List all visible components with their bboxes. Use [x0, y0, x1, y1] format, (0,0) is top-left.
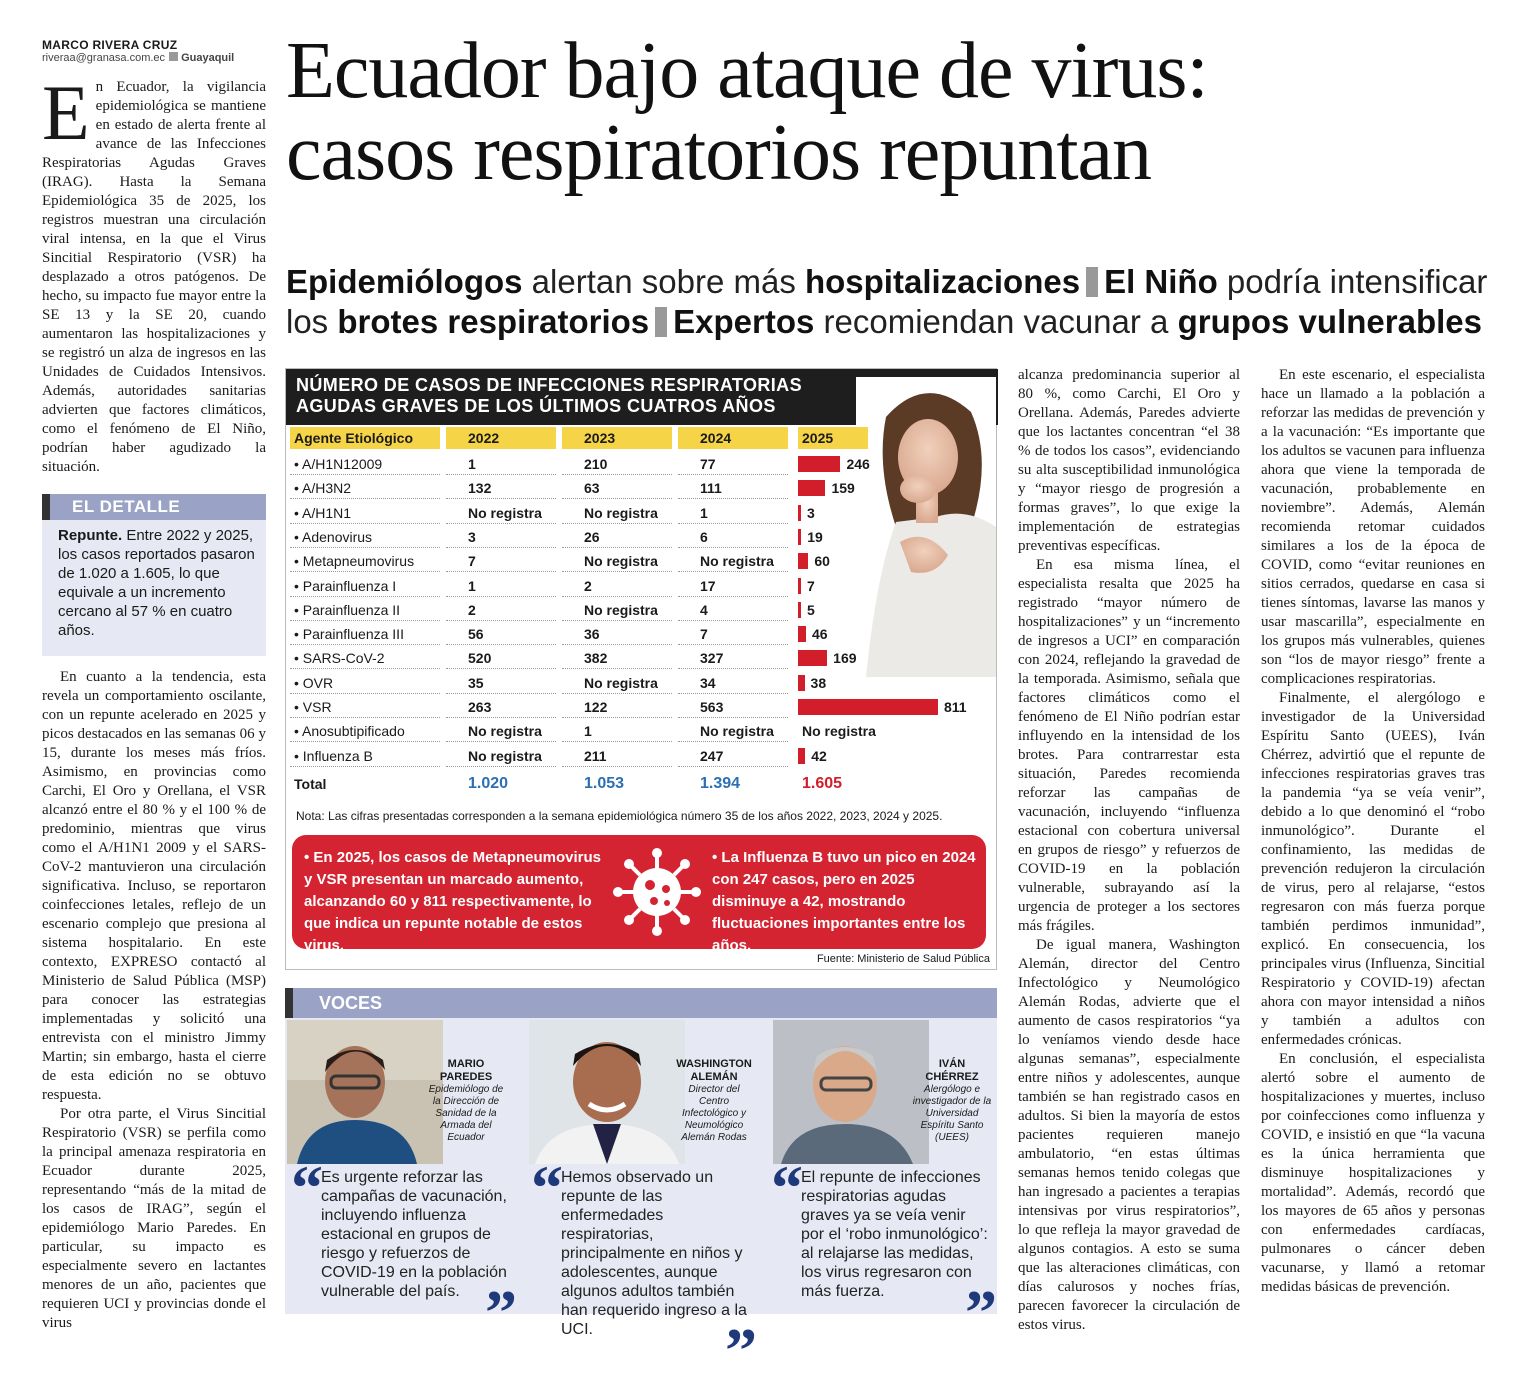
photo-ivan-cherrez	[773, 1020, 929, 1164]
bar-2025	[798, 699, 938, 715]
value-2023: 36	[562, 623, 672, 645]
bar-label-2025: 246	[846, 456, 870, 472]
deck-kw-6: grupos vulnerables	[1177, 303, 1482, 340]
value-2022: 1	[446, 575, 556, 597]
bar-label-2025: 811	[944, 699, 967, 715]
header-2023: 2023	[562, 427, 672, 449]
agent-cell: • Anosubtipificado	[290, 720, 440, 742]
value-2025-cell	[798, 672, 948, 694]
byline	[42, 38, 270, 64]
value-2023: 382	[562, 647, 672, 669]
bar-label-2025: 46	[811, 626, 828, 643]
open-quote-icon: “	[771, 1152, 803, 1223]
open-quote-icon: “	[531, 1152, 563, 1223]
paragraph: Por otra parte, el Virus Sincitial Respiratorio (VSR) se perfila como la principal amenaza respiratoria en Ecuador durante 2025, representando “más de la mitad de los casos de IRAG”, según el epidemiólogo Mario Paredes. En particular, su impacto es especialmente severo en lactantes menores de un año, pacientes que requieren UCI y provincias donde el virus	[42, 1106, 266, 1331]
detail-box	[42, 494, 266, 656]
agent-cell: • VSR	[290, 696, 440, 718]
value-2023: No registra	[562, 502, 672, 524]
value-2023: No registra	[562, 672, 672, 694]
person-1-role: Epidemiólogo de la Dirección de Sanidad de la Armada del Ecuador	[428, 1084, 504, 1143]
agent-cell: • Parainfluenza II	[290, 599, 440, 621]
person-1-name: MARIO PAREDES	[439, 1058, 493, 1083]
table-row	[290, 502, 994, 524]
bar-2025	[798, 529, 801, 545]
author-name: MARCO RIVERA CRUZ	[42, 38, 178, 52]
paragraph: Finalmente, el alergólogo e investigador de la Universidad Espíritu Santo (UEES), Iván Chérrez, advirtió que el repunte de infecciones respiratorias graves tras la pandemia “ya se veía venir”, debido a lo que denominó el “robo inmunológico”. Durante el confinamiento, las medidas de prevención redujeron la circulación de virus, pero al relajarse, “estos regresaron con más fuerza porque también perdimos inmunidad”, explicó. En consecuencia, los principales virus (Influenza, Sincitial Respiratorio y COVID-19) afectan ahora con mayor intensidad a niños y también a adultos con enfermedades crónicas.	[1261, 690, 1485, 1048]
highlight-right: • La Influenza B tuvo un pico en 2024 con 247 casos, pero en 2025 disminuye a 42, mostrando fluctuaciones importantes entre los años.	[712, 849, 976, 954]
value-2025-cell	[798, 453, 948, 475]
value-2025-cell	[798, 720, 948, 742]
bar-2025	[798, 480, 825, 496]
bar-2025	[798, 602, 801, 618]
agent-cell: • A/H1N12009	[290, 453, 440, 475]
voices-title: VOCES	[285, 988, 997, 1018]
agent-cell: • SARS-CoV-2	[290, 647, 440, 669]
bar-label-2025: 42	[811, 747, 827, 764]
highlights-box	[292, 835, 986, 954]
drop-cap: E	[42, 69, 90, 156]
quote-1	[289, 1152, 519, 1348]
agent-cell: • A/H1N1	[290, 502, 440, 524]
voices-section	[285, 988, 997, 1386]
value-2024: 77	[678, 453, 788, 475]
quote-3	[769, 1152, 999, 1348]
value-2024: 34	[678, 672, 788, 694]
table-row	[290, 575, 994, 597]
bar-label-2025: 5	[807, 601, 815, 618]
value-2025-cell	[798, 647, 948, 669]
detail-title: EL DETALLE	[42, 494, 266, 520]
total-2022: 1.020	[468, 774, 509, 792]
value-2024: 6	[678, 526, 788, 548]
table-row	[290, 453, 994, 475]
value-2025-cell	[798, 599, 948, 621]
quote-3-text: El repunte de infecciones respiratorias agudas graves ya se veía venir por el ‘robo inmunológico’: al relajarse las medidas, los virus regresaron con más fuerza.	[801, 1169, 988, 1300]
total-2025: 1.605	[802, 774, 843, 792]
value-2024: No registra	[678, 720, 788, 742]
paragraph: En cuanto a la tendencia, esta revela un comportamiento oscilante, con un repunte acelerado en 2025 y picos destacados en las semanas 06 y 15, durante los meses más fríos. Asimismo, en provincias como Carchi, El Oro y Orellana, el VSR alcanzó entre el 80 % y el 100 % de predominio, mientras que virus como el A/H1N1 2009 y el SARS-CoV-2 mantuvieron una circulación significativa. Incluso, se reportaron coinfecciones letales, reflejo de un escenario complejo que presiona al sistema hospitalario. En este contexto, EXPRESO contactó al Ministerio de Salud Pública (MSP) para conocer las estrategias implementadas y solicitó una entrevista con el ministro Jimmy Martin; sin embargo, hasta el cierre de esta edición no se obtuvo respuesta.	[42, 669, 266, 1103]
paragraph: alcanza predominancia superior al 80 %, como Carchi, El Oro y Orellana. Además, Paredes advierte que los lactantes concentran “el 38 % de todos los casos”, evidenciando su alta susceptibilidad inmunológica y “mayor riesgo de progresión a formas graves”, lo que exige la implementación de estrategias preventivas específicas.	[1018, 367, 1240, 554]
deck-kw-3: El Niño	[1104, 263, 1218, 300]
value-2023: 2	[562, 575, 672, 597]
value-2025-cell	[798, 477, 948, 499]
detail-text: Entre 2022 y 2025, los casos reportados pasaron de 1.020 a 1.605, lo que equivale a un incremento cercano al 57 % en cuatro años.	[58, 527, 255, 639]
value-2025-cell	[798, 696, 967, 718]
deck-text-2: podría intensificar	[1217, 263, 1488, 300]
photo-washington-aleman	[529, 1020, 685, 1164]
bar-label-2025: 38	[810, 674, 827, 691]
value-2023: 122	[562, 696, 672, 718]
value-2023: No registra	[562, 599, 672, 621]
total-2024: 1.394	[700, 774, 741, 792]
deck	[286, 262, 1496, 342]
table-row	[290, 526, 994, 548]
article-col-1-bottom	[42, 668, 266, 1333]
table-note: Nota: Las cifras presentadas corresponden a la semana epidemiológica número 35 de los años 2022, 2023, 2024 y 2025.	[296, 809, 943, 823]
value-2024: 17	[678, 575, 788, 597]
deck-kw-4: brotes respiratorios	[337, 303, 650, 340]
table-row	[290, 647, 994, 669]
value-2022: 132	[446, 477, 556, 499]
table-row	[290, 672, 994, 694]
highlight-left: • En 2025, los casos de Metapneumovirus y VSR presentan un marcado aumento, alcanzando 60 y 811 respectivamente, lo que indica un repunte notable de estos virus.	[304, 849, 602, 954]
bar-label-2025: 3	[807, 504, 815, 521]
value-2023: 210	[562, 453, 672, 475]
value-2025-cell	[798, 526, 948, 548]
bar-2025	[798, 675, 805, 691]
headline-line-1: Ecuador bajo ataque de virus:	[286, 27, 1208, 115]
value-2022: 3	[446, 526, 556, 548]
bar-2025	[798, 505, 801, 521]
detail-lead: Repunte.	[58, 527, 123, 544]
value-2022: 263	[446, 696, 556, 718]
value-2022: No registra	[446, 720, 556, 742]
agent-cell: • OVR	[290, 672, 440, 694]
city: Guayaquil	[181, 52, 235, 64]
total-2023: 1.053	[584, 774, 625, 792]
person-3-name: IVÁN CHÉRREZ	[925, 1058, 979, 1083]
article-col-4	[1261, 366, 1485, 1297]
person-3-role: Alergólogo e investigador de la Universidad Espíritu Santo (UEES)	[912, 1084, 992, 1143]
header-agent: Agente Etiológico	[290, 427, 440, 449]
value-2023: No registra	[562, 550, 672, 572]
photo-mario-paredes	[287, 1020, 443, 1164]
value-2022: No registra	[446, 745, 556, 767]
table-row	[290, 696, 994, 718]
person-1-label	[425, 1058, 507, 1144]
close-quote-icon: ”	[485, 1277, 517, 1348]
paragraph: En este escenario, el especialista hace un llamado a la población a reforzar las medidas de prevención y a la vacunación: “Es importante que los adultos se vacunen para influenza ahora que viene la temporada de vacunación, probablemente en noviembre”. Además, Alemán recomienda retomar cuidados similares a los de la época de COVID, como “evitar reuniones en sitios cerrados, quedarse en casa si tienes síntomas, lavarse las manos y usar mascarilla”, especialmente en los grupos más vulnerables, quienes son “los de mayor riesgo” frente a complicaciones respiratorias.	[1261, 367, 1485, 687]
value-2022: 35	[446, 672, 556, 694]
author-email[interactable]: riveraa@granasa.com.ec	[42, 52, 166, 64]
paragraph: En esa misma línea, el especialista resalta que 2025 ha registrado “mayor número de hospitalizaciones” y un “incremento de ingresos a UCI” en comparación con 2024, reflejando la gravedad de la temporada. Asimismo, señala que factores climáticos como el fenómeno de El Niño podrían estar influyendo en la intensidad de los brotes. Para contrarrestar esta situación, Paredes recomienda reforzar las campañas de vacunación, incluyendo “influenza estacional con cobertura universal en grupos de riesgo” y refuerzos de COVID-19 en la población vulnerable, subrayando así la urgencia de proteger a los sectores más frágiles.	[1018, 557, 1240, 934]
deck-text-1: alertan sobre más	[522, 263, 805, 300]
infographic-title-2: AGUDAS GRAVES DE LOS ÚLTIMOS CUATROS AÑOS	[296, 396, 776, 416]
deck-kw-5: Expertos	[673, 303, 815, 340]
paragraph: En conclusión, el especialista alertó sobre el aumento de hospitalizaciones y muertes, incluso por coinfecciones como influenza y COVID, e insistió en que “la vacuna es la única herramienta que disminuye hospitalizaciones y mortalidad”. Además, recordó que los mayores de 65 años y personas con enfermedades cardíacas, pulmonares o cáncer deben vacunarse, y llamó a retomar medidas básicas de prevención.	[1261, 1051, 1485, 1295]
header-2025: 2025	[798, 427, 868, 449]
value-2025-cell	[798, 623, 948, 645]
value-2024: 4	[678, 599, 788, 621]
bar-2025	[798, 626, 806, 642]
table-row	[290, 599, 994, 621]
value-2025-cell	[798, 502, 948, 524]
table-row	[290, 720, 994, 742]
header-2022: 2022	[446, 427, 556, 449]
table-row	[290, 477, 994, 499]
person-2-name: WASHINGTON ALEMÁN	[676, 1058, 752, 1083]
deck-separator	[655, 307, 667, 337]
bar-2025	[798, 578, 801, 594]
table-row	[290, 745, 994, 767]
agent-cell: • Parainfluenza I	[290, 575, 440, 597]
value-2022: 7	[446, 550, 556, 572]
virus-icon	[614, 849, 700, 935]
headline	[286, 27, 1496, 197]
value-2025-cell	[798, 745, 948, 767]
value-2024: No registra	[678, 550, 788, 572]
value-2023: 26	[562, 526, 672, 548]
agent-cell: • Influenza B	[290, 745, 440, 767]
quote-2	[529, 1152, 759, 1386]
paragraph: De igual manera, Washington Alemán, director del Centro Infectológico y Neumológico Alemán Rodas, advierte que el aumento de casos respiratorios “ya lo veníamos viendo desde hace algunas semanas”, especialmente entre niños y adolescentes, aunque también se han registrado casos en adultos. Si bien la mayoría de estos pacientes requieren manejo ambulatorio, “en estas últimas semanas hemos tenido colegas que han ingresado a pacientes a terapias intensivas por virus respiratorios”, lo que refleja la mayor gravedad de algunos contagios. A esto se suma que las alteraciones climáticas, con días calurosos y noches frías, parecen favorecer la circulación de estos virus.	[1018, 937, 1240, 1333]
bar-label-2025: 159	[831, 480, 855, 497]
quote-2-text: Hemos observado un repunte de las enfermedades respiratorias, principalmente en niños y adolescentes, aunque algunos adultos también han requerido ingreso a la UCI.	[561, 1169, 747, 1338]
bar-label-2025: 7	[807, 577, 815, 594]
separator-square	[169, 52, 178, 61]
value-2024: 327	[678, 647, 788, 669]
infographic-title-1: NÚMERO DE CASOS DE INFECCIONES RESPIRATORIAS	[296, 375, 802, 395]
value-2023: 1	[562, 720, 672, 742]
value-2022: 520	[446, 647, 556, 669]
value-2024: 1	[678, 502, 788, 524]
article-col-1-top	[42, 69, 266, 477]
bar-label-2025: 169	[833, 650, 857, 667]
value-2023: 63	[562, 477, 672, 499]
value-2022: 56	[446, 623, 556, 645]
person-2-label	[673, 1058, 755, 1144]
open-quote-icon: “	[291, 1152, 323, 1223]
bar-2025	[798, 748, 805, 764]
close-quote-icon: ”	[725, 1315, 757, 1386]
agent-cell: • Parainfluenza III	[290, 623, 440, 645]
table-row	[290, 550, 994, 572]
quote-1-text: Es urgente reforzar las campañas de vacunación, incluyendo influenza estacional en grupos de riesgo y refuerzos de COVID-19 en la población vulnerable del país.	[321, 1169, 507, 1300]
bar-2025	[798, 650, 827, 666]
bar-2025	[798, 553, 808, 569]
deck-kw-1: Epidemiólogos	[286, 263, 523, 300]
value-2024: 247	[678, 745, 788, 767]
agent-cell: • Adenovirus	[290, 526, 440, 548]
bar-label-2025: 60	[814, 553, 830, 570]
value-2023: 211	[562, 745, 672, 767]
value-2022: 1	[446, 453, 556, 475]
deck-text-4: recomiendan vacunar a	[814, 303, 1178, 340]
value-2025-cell	[798, 550, 948, 572]
deck-text-3: los	[286, 303, 338, 340]
agent-cell: • Metapneumovirus	[290, 550, 440, 572]
value-2024: 563	[678, 696, 788, 718]
person-2-role: Director del Centro Infectológico y Neumológico Alemán Rodas	[681, 1084, 747, 1143]
paragraph: n Ecuador, la vigilancia epidemiológica se mantiene en estado de alerta frente al avance de las Infecciones Respiratorias Agudas Graves (IRAG). Hasta la Semana Epidemiológica 35 de 2025, los registros muestran una circulación viral intensa, en la que el Virus Sincitial Respiratorio (VSR) ha desplazado a otros patógenos. De hecho, su impacto fue mayor entre la SE 13 y la SE 20, cuando aumentaron las hospitalizaciones y se registró un alza de ingresos en las Unidades de Cuidados Intensivos. Además, autoridades sanitarias advierten que factores climáticos, como el fenómeno de El Niño, podrían haber agudizado la situación.	[42, 79, 266, 475]
infographic	[285, 368, 997, 970]
total-label: Total	[294, 775, 327, 792]
agent-cell: • A/H3N2	[290, 477, 440, 499]
deck-kw-2: hospitalizaciones	[804, 263, 1081, 300]
table-header	[290, 427, 994, 449]
person-3-label	[911, 1058, 993, 1144]
value-2024: 111	[678, 477, 788, 499]
value-2022: No registra	[446, 502, 556, 524]
table-row	[290, 623, 994, 645]
bar-2025	[798, 456, 840, 472]
bar-label-2025: 19	[807, 528, 823, 545]
close-quote-icon: ”	[965, 1277, 997, 1348]
bar-label-2025: No registra	[802, 723, 876, 740]
table-total-row	[290, 773, 994, 795]
value-2025-cell	[798, 575, 948, 597]
value-2024: 7	[678, 623, 788, 645]
header-2024: 2024	[678, 427, 788, 449]
article-col-3	[1018, 366, 1240, 1335]
headline-line-2: casos respiratorios repuntan	[286, 109, 1152, 197]
deck-separator	[1086, 267, 1098, 297]
value-2022: 2	[446, 599, 556, 621]
source: Fuente: Ministerio de Salud Pública	[816, 953, 990, 965]
